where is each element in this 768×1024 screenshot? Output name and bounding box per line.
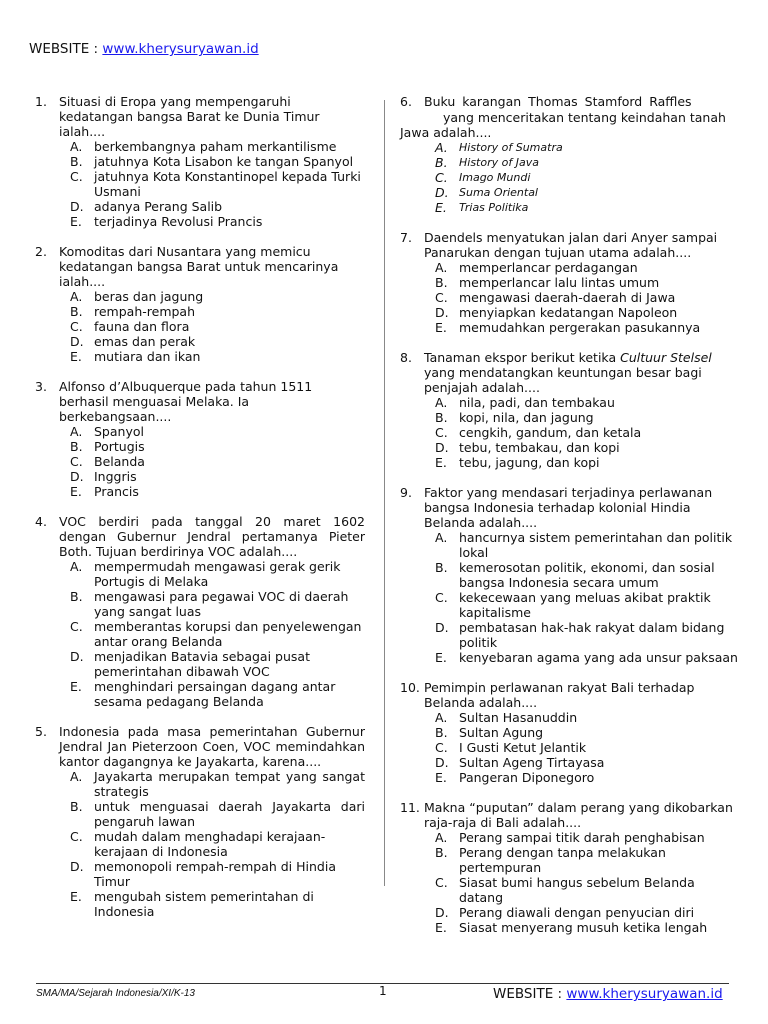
option-text: kemerosotan politik, ekonomi, dan sosial bangsa Indonesia secara umum xyxy=(459,560,715,590)
option-text: Trias Politika xyxy=(459,201,529,214)
option-text: mudah dalam menghadapi kerajaan-kerajaan di Indonesia xyxy=(94,829,326,859)
question-11 xyxy=(400,800,740,935)
option-c[interactable] xyxy=(435,170,740,185)
option-letter: E. xyxy=(435,770,447,785)
option-text: kenyebaran agama yang ada unsur paksaan xyxy=(459,650,738,665)
question-number: 4. xyxy=(35,514,47,529)
option-text: menghindari persaingan dagang antar sesama pedagang Belanda xyxy=(94,679,336,709)
options-list xyxy=(400,260,740,335)
question-text-continued: yang menceritakan tentang keindahan tanah xyxy=(443,110,726,125)
option-letter: B. xyxy=(435,845,448,860)
option-text: Belanda xyxy=(94,454,145,469)
question-1 xyxy=(35,94,365,229)
option-d[interactable] xyxy=(70,649,365,679)
option-letter: E. xyxy=(435,455,447,470)
left-column xyxy=(35,94,365,934)
option-text: rempah-rempah xyxy=(94,304,196,319)
question-number: 7. xyxy=(400,230,412,245)
option-letter: D. xyxy=(435,905,449,920)
option-letter: B. xyxy=(70,304,83,319)
question-term: Cultuur Stelsel xyxy=(620,350,712,365)
option-text: Prancis xyxy=(94,484,139,499)
option-text: Jayakarta merupakan tempat yang sangat strategis xyxy=(94,769,365,799)
footer-label: WEBSITE : xyxy=(493,986,567,1002)
question-text: Buku karangan Thomas Stamford Raffles xyxy=(424,94,692,109)
option-letter: D. xyxy=(70,649,84,664)
option-c[interactable] xyxy=(435,740,740,755)
option-text: History of Java xyxy=(459,156,539,169)
question-text-end: Jawa adalah.... xyxy=(400,125,492,140)
option-letter: A. xyxy=(70,424,83,439)
options-list xyxy=(400,140,740,215)
options-list xyxy=(35,769,365,919)
option-b[interactable] xyxy=(435,275,740,290)
option-letter: E. xyxy=(70,679,82,694)
question-number: 10. xyxy=(400,680,420,695)
option-letter: D. xyxy=(70,859,84,874)
option-letter: A. xyxy=(435,710,448,725)
option-text: tebu, tembakau, dan kopi xyxy=(459,440,620,455)
question-3 xyxy=(35,379,365,499)
option-text: Sultan Hasanuddin xyxy=(459,710,578,725)
option-a[interactable] xyxy=(435,260,740,275)
option-letter: A. xyxy=(435,260,448,275)
option-letter: A. xyxy=(70,559,83,574)
option-letter: A. xyxy=(70,139,83,154)
option-text: kopi, nila, dan jagung xyxy=(459,410,594,425)
question-text: Indonesia pada masa pemerintahan Gubernur Jendral Jan Pieterzoon Coen, VOC memindahkan kantor dagangnya ke Jayakarta, karena.... xyxy=(59,724,365,769)
option-e[interactable] xyxy=(70,484,365,499)
option-text: Imago Mundi xyxy=(459,171,531,184)
option-e[interactable] xyxy=(70,214,365,229)
option-text: I Gusti Ketut Jelantik xyxy=(459,740,587,755)
option-text: menjadikan Batavia sebagai pusat pemerintahan dibawah VOC xyxy=(94,649,310,679)
question-text: Faktor yang mendasari terjadinya perlawanan bangsa Indonesia terhadap kolonial Hindia Belanda adalah.... xyxy=(424,485,713,530)
option-text: Pangeran Diponegoro xyxy=(459,770,595,785)
question-text: Makna “puputan” dalam perang yang dikobarkan raja-raja di Bali adalah.... xyxy=(424,800,733,830)
question-number: 1. xyxy=(35,94,47,109)
question-4 xyxy=(35,514,365,709)
question-5 xyxy=(35,724,365,919)
option-letter: A. xyxy=(70,769,83,784)
option-d[interactable] xyxy=(435,620,740,650)
option-d[interactable] xyxy=(70,199,365,214)
option-letter: C. xyxy=(435,290,448,305)
option-text: Inggris xyxy=(94,469,137,484)
option-text: tebu, jagung, dan kopi xyxy=(459,455,600,470)
question-8 xyxy=(400,350,740,470)
option-a[interactable] xyxy=(70,424,365,439)
question-number: 9. xyxy=(400,485,412,500)
question-text: Daendels menyatukan jalan dari Anyer sampai Panarukan dengan tujuan utama adalah.... xyxy=(424,230,718,260)
option-letter: A. xyxy=(435,530,448,545)
option-b[interactable] xyxy=(70,304,365,319)
question-7 xyxy=(400,230,740,335)
footer-website-link[interactable]: www.kherysuryawan.id xyxy=(566,986,723,1002)
option-d[interactable] xyxy=(435,185,740,200)
question-text: Pemimpin perlawanan rakyat Bali terhadap Belanda adalah.... xyxy=(424,680,695,710)
option-text: memonopoli rempah-rempah di Hindia Timur xyxy=(94,859,336,889)
option-letter: C. xyxy=(435,875,448,890)
option-text: emas dan perak xyxy=(94,334,196,349)
option-e[interactable] xyxy=(435,650,740,665)
question-9 xyxy=(400,485,740,665)
question-number: 8. xyxy=(400,350,412,365)
option-d[interactable] xyxy=(70,334,365,349)
question-text: Tanaman ekspor berikut ketika xyxy=(424,350,617,365)
option-a[interactable] xyxy=(70,289,365,304)
option-e[interactable] xyxy=(435,770,740,785)
option-text: terjadinya Revolusi Prancis xyxy=(94,214,263,229)
option-c[interactable] xyxy=(70,619,365,649)
option-letter: B. xyxy=(435,155,448,170)
option-text: memudahkan pergerakan pasukannya xyxy=(459,320,701,335)
option-e[interactable] xyxy=(435,200,740,215)
option-letter: D. xyxy=(70,469,84,484)
option-letter: B. xyxy=(70,154,83,169)
option-e[interactable] xyxy=(70,889,365,919)
header-website-link[interactable]: www.kherysuryawan.id xyxy=(102,41,259,57)
question-number: 11. xyxy=(400,800,420,815)
option-c[interactable] xyxy=(70,319,365,334)
option-b[interactable] xyxy=(435,845,740,875)
question-10 xyxy=(400,680,740,785)
option-a[interactable] xyxy=(70,559,365,589)
option-letter: B. xyxy=(70,589,83,604)
option-c[interactable] xyxy=(70,169,365,199)
option-text: hancurnya sistem pemerintahan dan politik lokal xyxy=(459,530,733,560)
option-a[interactable] xyxy=(435,140,740,155)
option-text: fauna dan flora xyxy=(94,319,190,334)
option-letter: A. xyxy=(435,395,448,410)
option-letter: C. xyxy=(70,454,83,469)
option-e[interactable] xyxy=(70,679,365,709)
option-letter: B. xyxy=(70,799,83,814)
option-letter: D. xyxy=(435,440,449,455)
options-list xyxy=(400,830,740,935)
option-b[interactable] xyxy=(435,560,740,590)
option-text: pembatasan hak-hak rakyat dalam bidang politik xyxy=(459,620,725,650)
option-d[interactable] xyxy=(435,755,740,770)
options-list xyxy=(400,710,740,785)
option-letter: D. xyxy=(435,620,449,635)
option-text: Sultan Agung xyxy=(459,725,544,740)
option-text: adanya Perang Salib xyxy=(94,199,223,214)
option-text: untuk menguasai daerah Jayakarta dari pengaruh lawan xyxy=(94,799,365,829)
option-b[interactable] xyxy=(435,155,740,170)
option-text: Perang diawali dengan penyucian diri xyxy=(459,905,695,920)
option-letter: A. xyxy=(70,289,83,304)
option-c[interactable] xyxy=(70,829,365,859)
option-letter: E. xyxy=(435,920,447,935)
option-d[interactable] xyxy=(435,440,740,455)
option-text: Sultan Ageng Tirtayasa xyxy=(459,755,605,770)
option-letter: B. xyxy=(435,560,448,575)
option-a[interactable] xyxy=(435,710,740,725)
question-2 xyxy=(35,244,365,364)
option-letter: B. xyxy=(70,439,83,454)
option-text: memperlancar lalu lintas umum xyxy=(459,275,660,290)
option-letter: D. xyxy=(70,199,84,214)
option-text: Perang sampai titik darah penghabisan xyxy=(459,830,705,845)
options-list xyxy=(400,395,740,470)
option-letter: C. xyxy=(435,590,448,605)
question-text: VOC berdiri pada tanggal 20 maret 1602 dengan Gubernur Jendral pertamanya Pieter Both. Tujuan berdirinya VOC adalah.... xyxy=(59,514,365,559)
question-number: 2. xyxy=(35,244,47,259)
option-text: memperlancar perdagangan xyxy=(459,260,638,275)
question-text-end: yang mendatangkan keuntungan besar bagi penjajah adalah.... xyxy=(424,365,702,395)
option-text: History of Sumatra xyxy=(459,141,563,154)
option-letter: C. xyxy=(435,425,448,440)
option-b[interactable] xyxy=(70,799,365,829)
option-letter: D. xyxy=(435,755,449,770)
option-letter: E. xyxy=(70,349,82,364)
option-letter: C. xyxy=(435,170,448,185)
option-letter: E. xyxy=(70,214,82,229)
option-e[interactable] xyxy=(435,920,740,935)
options-list xyxy=(400,530,740,665)
column-divider xyxy=(384,100,385,886)
option-c[interactable] xyxy=(70,454,365,469)
option-a[interactable] xyxy=(435,530,740,560)
option-b[interactable] xyxy=(70,589,365,619)
option-letter: E. xyxy=(435,650,447,665)
header-label: WEBSITE : xyxy=(29,41,103,57)
option-letter: D. xyxy=(435,305,449,320)
option-letter: E. xyxy=(435,200,447,215)
option-text: Siasat menyerang musuh ketika lengah xyxy=(459,920,708,935)
option-letter: A. xyxy=(435,830,448,845)
question-text: Alfonso d’Albuquerque pada tahun 1511 berhasil menguasai Melaka. Ia berkebangsaan.... xyxy=(59,379,313,424)
option-text: mengubah sistem pemerintahan di Indonesia xyxy=(94,889,314,919)
option-letter: A. xyxy=(435,140,448,155)
option-letter: E. xyxy=(70,484,82,499)
option-text: Siasat bumi hangus sebelum Belanda datang xyxy=(459,875,695,905)
question-number: 3. xyxy=(35,379,47,394)
option-b[interactable] xyxy=(70,439,365,454)
option-text: mutiara dan ikan xyxy=(94,349,201,364)
option-c[interactable] xyxy=(435,875,740,905)
option-b[interactable] xyxy=(435,725,740,740)
option-e[interactable] xyxy=(70,349,365,364)
option-a[interactable] xyxy=(435,830,740,845)
option-e[interactable] xyxy=(435,455,740,470)
option-letter: C. xyxy=(70,169,83,184)
option-a[interactable] xyxy=(70,139,365,154)
option-letter: E. xyxy=(435,320,447,335)
option-text: memberantas korupsi dan penyelewengan antar orang Belanda xyxy=(94,619,362,649)
footer-course-label: SMA/MA/Sejarah Indonesia/XI/K-13 xyxy=(36,988,195,999)
question-number: 5. xyxy=(35,724,47,739)
option-b[interactable] xyxy=(435,410,740,425)
option-letter: B. xyxy=(435,725,448,740)
option-e[interactable] xyxy=(435,320,740,335)
option-a[interactable] xyxy=(70,769,365,799)
option-letter: B. xyxy=(435,410,448,425)
option-c[interactable] xyxy=(435,590,740,620)
option-letter: C. xyxy=(70,829,83,844)
option-d[interactable] xyxy=(70,859,365,889)
option-c[interactable] xyxy=(435,290,740,305)
option-text: kekecewaan yang meluas akibat praktik kapitalisme xyxy=(459,590,711,620)
question-6 xyxy=(400,94,740,215)
option-text: mengawasi daerah-daerah di Jawa xyxy=(459,290,676,305)
option-letter: E. xyxy=(70,889,82,904)
question-text: Situasi di Eropa yang mempengaruhi kedatangan bangsa Barat ke Dunia Timur ialah.... xyxy=(59,94,320,139)
option-text: menyiapkan kedatangan Napoleon xyxy=(459,305,678,320)
option-text: cengkih, gandum, dan ketala xyxy=(459,425,642,440)
options-list xyxy=(35,289,365,364)
footer-website xyxy=(493,986,723,1002)
options-list xyxy=(35,424,365,499)
option-a[interactable] xyxy=(435,395,740,410)
option-text: nila, padi, dan tembakau xyxy=(459,395,615,410)
option-letter: C. xyxy=(435,740,448,755)
option-text: Portugis xyxy=(94,439,145,454)
option-b[interactable] xyxy=(70,154,365,169)
option-d[interactable] xyxy=(435,905,740,920)
option-text: Suma Oriental xyxy=(459,186,538,199)
option-text: mempermudah mengawasi gerak gerik Portugis di Melaka xyxy=(94,559,341,589)
option-letter: D. xyxy=(70,334,84,349)
question-text: Komoditas dari Nusantara yang memicu kedatangan bangsa Barat untuk mencarinya ialah.... xyxy=(59,244,339,289)
option-letter: B. xyxy=(435,275,448,290)
option-d[interactable] xyxy=(70,469,365,484)
option-text: mengawasi para pegawai VOC di daerah yang sangat luas xyxy=(94,589,349,619)
option-c[interactable] xyxy=(435,425,740,440)
option-d[interactable] xyxy=(435,305,740,320)
option-text: Spanyol xyxy=(94,424,144,439)
option-text: beras dan jagung xyxy=(94,289,204,304)
option-text: Perang dengan tanpa melakukan pertempuran xyxy=(459,845,666,875)
option-text: berkembangnya paham merkantilisme xyxy=(94,139,337,154)
page-number: 1 xyxy=(379,984,387,998)
right-column xyxy=(400,94,740,950)
option-text: jatuhnya Kota Konstantinopel kepada Turki Usmani xyxy=(94,169,361,199)
options-list xyxy=(35,559,365,709)
option-letter: C. xyxy=(70,319,83,334)
options-list xyxy=(35,139,365,229)
page-header xyxy=(29,41,259,57)
question-number: 6. xyxy=(400,94,412,109)
option-text: jatuhnya Kota Lisabon ke tangan Spanyol xyxy=(94,154,354,169)
option-letter: C. xyxy=(70,619,83,634)
option-letter: D. xyxy=(435,185,449,200)
